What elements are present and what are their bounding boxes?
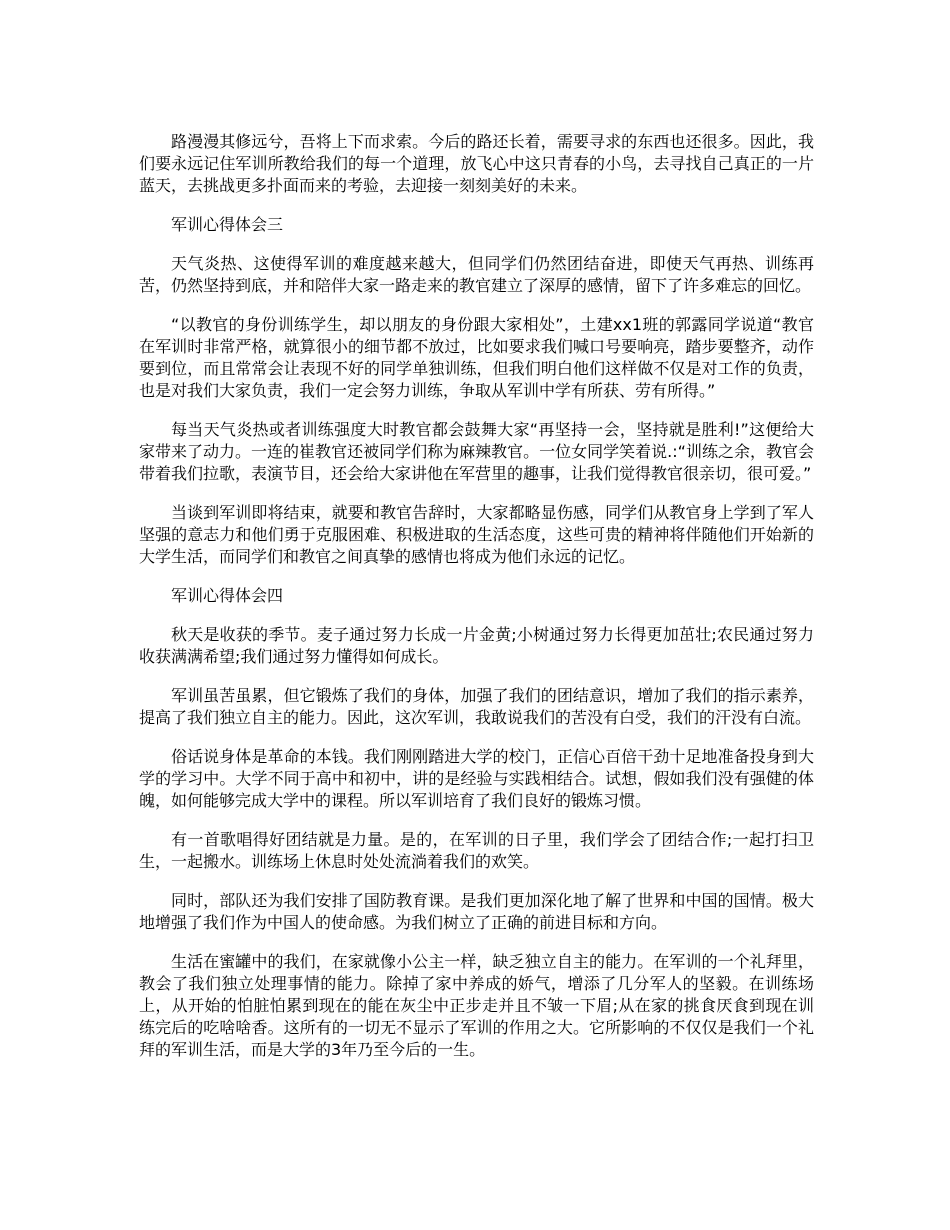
paragraph: 军训虽苦虽累，但它锻炼了我们的身体，加强了我们的团结意识，增加了我们的指示素养，提高了我们独立自主的能力。因此，这次军训，我敢说我们的苦没有白受，我们的汗没有白流。 (139, 686, 814, 727)
section-heading: 军训心得体会四 (171, 586, 284, 605)
paragraph: 天气炎热、这使得军训的难度越来越大，但同学们仍然团结奋进，即使天气再热、训练再苦，仍然坚持到底，并和陪伴大家一路走来的教官建立了深厚的感情，留下了许多难忘的回忆。 (139, 254, 814, 295)
paragraph: 俗话说身体是革命的本钱。我们刚刚踏进大学的校门，正信心百倍干劲十足地准备投身到大学的学习中。大学不同于高中和初中，讲的是经验与实践相结合。试想，假如我们没有强健的体魄，如何能够完成大学中的课程。所以军训培育了我们良好的锻炼习惯。 (139, 747, 814, 810)
paragraph: 有一首歌唱得好团结就是力量。是的，在军训的日子里，我们学会了团结合作;一起打扫卫生，一起搬水。训练场上休息时处处流淌着我们的欢笑。 (139, 830, 814, 871)
paragraph: 当谈到军训即将结束，就要和教官告辞时，大家都略显伤感，同学们从教官身上学到了军人坚强的意志力和他们勇于克服困难、积极进取的生活态度，这些可贵的精神将伴随他们开始新的大学生活，而同学们和教官之间真挚的感情也将成为他们永远的记忆。 (139, 503, 814, 566)
paragraph: 秋天是收获的季节。麦子通过努力长成一片金黄;小树通过努力长得更加茁壮;农民通过努力收获满满希望;我们通过努力懂得如何成长。 (139, 625, 814, 666)
paragraph: 路漫漫其修远兮，吾将上下而求索。今后的路还长着，需要寻求的东西也还很多。因此，我们要永远记住军训所教给我们的每一个道理，放飞心中这只青春的小鸟，去寻找自己真正的一片蓝天，去挑战更多扑面而来的考验，去迎接一刻刻美好的未来。 (139, 132, 814, 195)
paragraph: “以教官的身份训练学生，却以朋友的身份跟大家相处”，土建xx1班的郭露同学说道“教官在军训时非常严格，就算很小的细节都不放过，比如要求我们喊口号要响亮，踏步要整齐，动作要到位，而且常常会让表现不好的同学单独训练，但我们明白他们这样做不仅是对工作的负责，也是对我们大家负责，我们一定会努力训练，争取从军训中学有所获、劳有所得。” (139, 315, 814, 400)
paragraph: 每当天气炎热或者训练强度大时教官都会鼓舞大家“再坚持一会，坚持就是胜利!”这便给大家带来了动力。一连的崔教官还被同学们称为麻辣教官。一位女同学笑着说.:“训练之余，教官会带着我们拉歌，表演节目，还会给大家讲他在军营里的趣事，让我们觉得教官很亲切，很可爱。” (139, 420, 814, 483)
paragraph: 生活在蜜罐中的我们，在家就像小公主一样，缺乏独立自主的能力。在军训的一个礼拜里，教会了我们独立处理事情的能力。除掉了家中养成的娇气，增添了几分军人的坚毅。在训练场上，从开始的怕脏怕累到现在的能在灰尘中正步走并且不皱一下眉;从在家的挑食厌食到现在训练完后的吃啥啥香。这所有的一切无不显示了军训的作用之大。它所影响的不仅仅是我们一个礼拜的军训生活，而是大学的3年乃至今后的一生。 (139, 952, 814, 1059)
section-heading: 军训心得体会三 (171, 215, 284, 234)
paragraph: 同时，部队还为我们安排了国防教育课。是我们更加深化地了解了世界和中国的国情。极大地增强了我们作为中国人的使命感。为我们树立了正确的前进目标和方向。 (139, 891, 814, 932)
